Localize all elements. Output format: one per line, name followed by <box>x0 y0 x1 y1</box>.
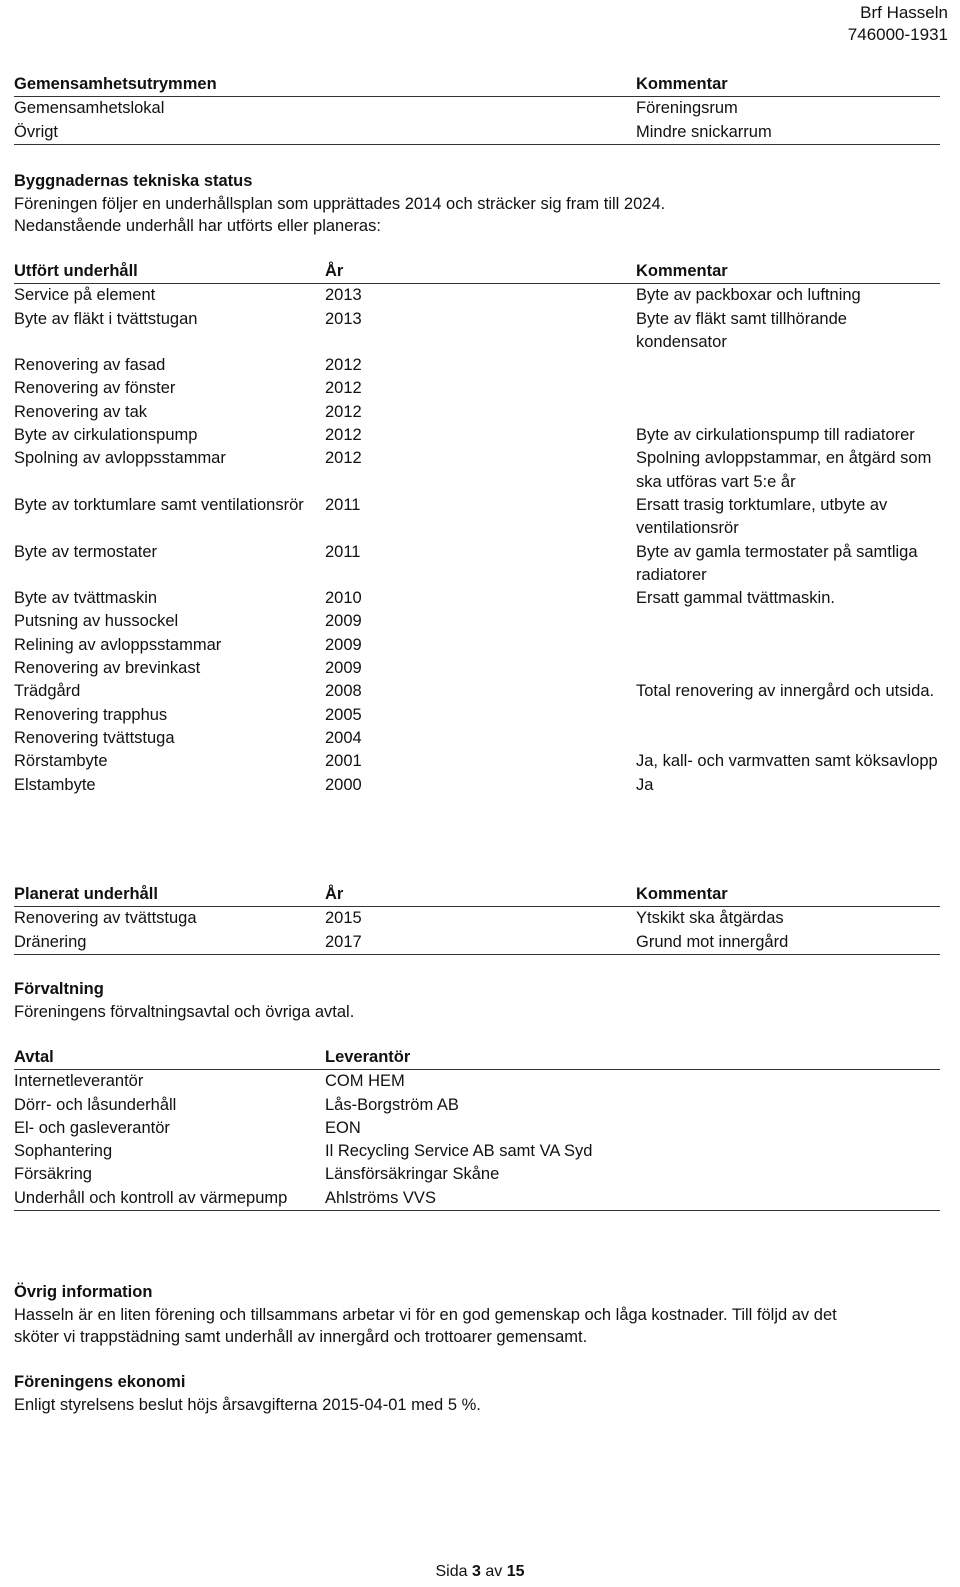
table-cell: 2015 <box>325 909 362 928</box>
table-cell: Ersatt gammal tvättmaskin. <box>636 589 835 608</box>
org-name: Brf Hasseln <box>860 3 948 22</box>
technical-status-section <box>14 170 940 238</box>
header-cell: Kommentar <box>636 75 728 93</box>
table-cell: 2004 <box>325 728 362 747</box>
table-cell: Total renovering av innergård och utsida. <box>636 682 935 701</box>
table-cell: 2005 <box>325 705 362 724</box>
table-row <box>14 907 940 930</box>
table-row <box>14 447 940 494</box>
table-row <box>14 424 940 447</box>
table-cell: Byte av packboxar och luftning <box>636 286 861 305</box>
table-cell: 2009 <box>325 612 362 631</box>
section-title: Föreningens ekonomi <box>14 1373 186 1391</box>
table-row <box>14 1187 940 1210</box>
table-cell: Internetleverantör <box>14 1072 144 1091</box>
table-cell: Spolning avloppstammar, en åtgärd som ska utföras vart 5:e år <box>636 449 932 491</box>
paragraph: Hasseln är en liten förening och tillsammans arbetar vi för en god gemenskap och låga kostnader. Till följd av det <box>14 1305 837 1324</box>
table-cell: 2013 <box>325 309 362 328</box>
table-row <box>14 1163 940 1186</box>
table-cell: Övrigt <box>14 122 59 141</box>
section-title: Byggnadernas tekniska status <box>14 172 253 190</box>
common-spaces-table <box>14 73 940 145</box>
table-cell: 2012 <box>325 379 362 398</box>
table-cell: El- och gasleverantör <box>14 1118 170 1137</box>
header-cell: Kommentar <box>636 262 728 280</box>
table-cell: Gemensamhetslokal <box>14 99 165 118</box>
table-row <box>14 727 940 750</box>
section-title: Förvaltning <box>14 980 104 998</box>
paragraph: Enligt styrelsens beslut höjs årsavgifterna 2015-04-01 med 5 %. <box>14 1395 481 1414</box>
table-row <box>14 634 940 657</box>
table-cell <box>636 704 940 727</box>
table-cell: 2012 <box>325 356 362 375</box>
total-pages-number: 15 <box>506 1563 525 1580</box>
table-cell: Dörr- och låsunderhåll <box>14 1095 177 1114</box>
table-header <box>14 883 940 907</box>
table-cell: Ahlströms VVS <box>325 1188 436 1207</box>
header-cell: Leverantör <box>325 1048 411 1066</box>
table-cell <box>636 657 940 680</box>
table-cell: 2009 <box>325 635 362 654</box>
header-cell: Gemensamhetsutrymmen <box>14 75 217 93</box>
current-page-number: 3 <box>471 1563 481 1580</box>
table-cell: 2017 <box>325 932 362 951</box>
table-row <box>14 494 940 541</box>
header-cell: Kommentar <box>636 885 728 903</box>
table-header <box>14 73 940 97</box>
table-cell: Renovering tvättstuga <box>14 728 175 747</box>
table-row <box>14 284 940 307</box>
table-cell: Föreningsrum <box>636 99 738 118</box>
completed-maintenance-table <box>14 260 940 797</box>
header-cell: År <box>325 885 344 903</box>
table-cell: 2010 <box>325 589 362 608</box>
table-cell: 2009 <box>325 659 362 678</box>
table-body <box>14 1070 940 1211</box>
table-cell: 2012 <box>325 426 362 445</box>
table-cell: Spolning av avloppsstammar <box>14 449 226 468</box>
header-cell: År <box>325 262 344 280</box>
table-row <box>14 1140 940 1163</box>
table-cell: Mindre snickarrum <box>636 122 772 141</box>
table-cell: Försäkring <box>14 1165 92 1184</box>
table-cell: 2012 <box>325 402 362 421</box>
table-cell: Renovering av fasad <box>14 356 166 375</box>
table-header <box>14 1046 940 1070</box>
table-cell: 2000 <box>325 775 362 794</box>
table-row <box>14 704 940 727</box>
table-row <box>14 541 940 588</box>
table-cell: Il Recycling Service AB samt VA Syd <box>325 1142 593 1161</box>
table-row <box>14 680 940 703</box>
section-title: Övrig information <box>14 1283 153 1301</box>
table-cell: Sophantering <box>14 1142 113 1161</box>
table-cell: Byte av torktumlare samt ventilationsrör <box>14 495 304 514</box>
table-row <box>14 354 940 377</box>
table-cell: Byte av fläkt samt tillhörande kondensator <box>636 309 847 351</box>
table-cell: Byte av tvättmaskin <box>14 589 158 608</box>
table-cell <box>636 354 940 377</box>
planned-maintenance-table <box>14 883 940 955</box>
table-cell: Underhåll och kontroll av värmepump <box>14 1188 288 1207</box>
table-cell: Dränering <box>14 932 87 951</box>
table-cell: 2012 <box>325 449 362 468</box>
page-separator: av <box>485 1563 503 1580</box>
table-cell: Byte av cirkulationspump till radiatorer <box>636 426 915 445</box>
table-cell <box>636 401 940 424</box>
page-label: Sida <box>435 1563 468 1580</box>
table-body <box>14 284 940 797</box>
paragraph: Föreningen följer en underhållsplan som upprättades 2014 och sträcker sig fram till 2024. <box>14 194 666 213</box>
agreements-table <box>14 1046 940 1211</box>
table-cell: Renovering av brevinkast <box>14 659 201 678</box>
table-row <box>14 97 940 120</box>
table-row <box>14 401 940 424</box>
table-cell: Renovering av fönster <box>14 379 176 398</box>
paragraph: Föreningens förvaltningsavtal och övriga avtal. <box>14 1002 355 1021</box>
table-row <box>14 121 940 144</box>
table-row <box>14 1094 940 1117</box>
table-cell: Länsförsäkringar Skåne <box>325 1165 500 1184</box>
paragraph: Nedanstående underhåll har utförts eller planeras: <box>14 217 381 235</box>
table-cell: 2011 <box>325 495 361 514</box>
page-footer <box>0 1563 960 1581</box>
header-cell: Avtal <box>14 1048 54 1066</box>
table-cell <box>636 634 940 657</box>
table-cell: Renovering trapphus <box>14 705 168 724</box>
header-cell: Utfört underhåll <box>14 262 138 280</box>
table-cell: Ytskikt ska åtgärdas <box>636 909 784 928</box>
table-cell <box>636 377 940 400</box>
table-cell: 2011 <box>325 542 361 561</box>
header-cell: Planerat underhåll <box>14 885 158 903</box>
table-cell: Lås-Borgström AB <box>325 1095 459 1114</box>
table-cell: Trädgård <box>14 682 81 701</box>
table-cell: Byte av cirkulationspump <box>14 426 198 445</box>
table-row <box>14 931 940 954</box>
table-cell: Putsning av hussockel <box>14 612 179 631</box>
table-cell: Byte av termostater <box>14 542 158 561</box>
table-cell: 2013 <box>325 286 362 305</box>
table-row <box>14 308 940 355</box>
table-cell <box>636 727 940 750</box>
table-cell: 2001 <box>325 752 362 771</box>
table-cell: Rörstambyte <box>14 752 108 771</box>
table-cell: Service på element <box>14 286 156 305</box>
table-cell <box>636 610 940 633</box>
management-section <box>14 978 940 1023</box>
table-cell: Ersatt trasig torktumlare, utbyte av ventilationsrör <box>636 495 888 538</box>
table-cell: Grund mot innergård <box>636 932 789 951</box>
table-row <box>14 610 940 633</box>
other-information-section <box>14 1281 940 1349</box>
table-row <box>14 377 940 400</box>
table-cell: Renovering av tak <box>14 402 147 421</box>
table-row <box>14 774 940 797</box>
table-body <box>14 907 940 955</box>
table-row <box>14 657 940 680</box>
table-cell: EON <box>325 1118 361 1137</box>
document-header <box>848 2 948 46</box>
table-cell: Relining av avloppsstammar <box>14 635 222 654</box>
table-cell: Byte av fläkt i tvättstugan <box>14 309 198 328</box>
table-row <box>14 1070 940 1093</box>
table-cell: Elstambyte <box>14 775 96 794</box>
table-cell: 2008 <box>325 682 362 701</box>
table-cell: Ja, kall- och varmvatten samt köksavlopp <box>636 752 938 771</box>
paragraph: sköter vi trappstädning samt underhåll av innergård och trottoarer gemensamt. <box>14 1328 588 1346</box>
table-cell: COM HEM <box>325 1072 405 1091</box>
table-row <box>14 1117 940 1140</box>
table-cell: Byte av gamla termostater på samtliga radiatorer <box>636 542 918 584</box>
table-header <box>14 260 940 284</box>
table-row <box>14 750 940 773</box>
economy-section <box>14 1371 940 1416</box>
org-number: 746000-1931 <box>847 25 948 44</box>
table-body <box>14 97 940 145</box>
table-row <box>14 587 940 610</box>
table-cell: Ja <box>636 775 654 794</box>
table-cell: Renovering av tvättstuga <box>14 909 197 928</box>
